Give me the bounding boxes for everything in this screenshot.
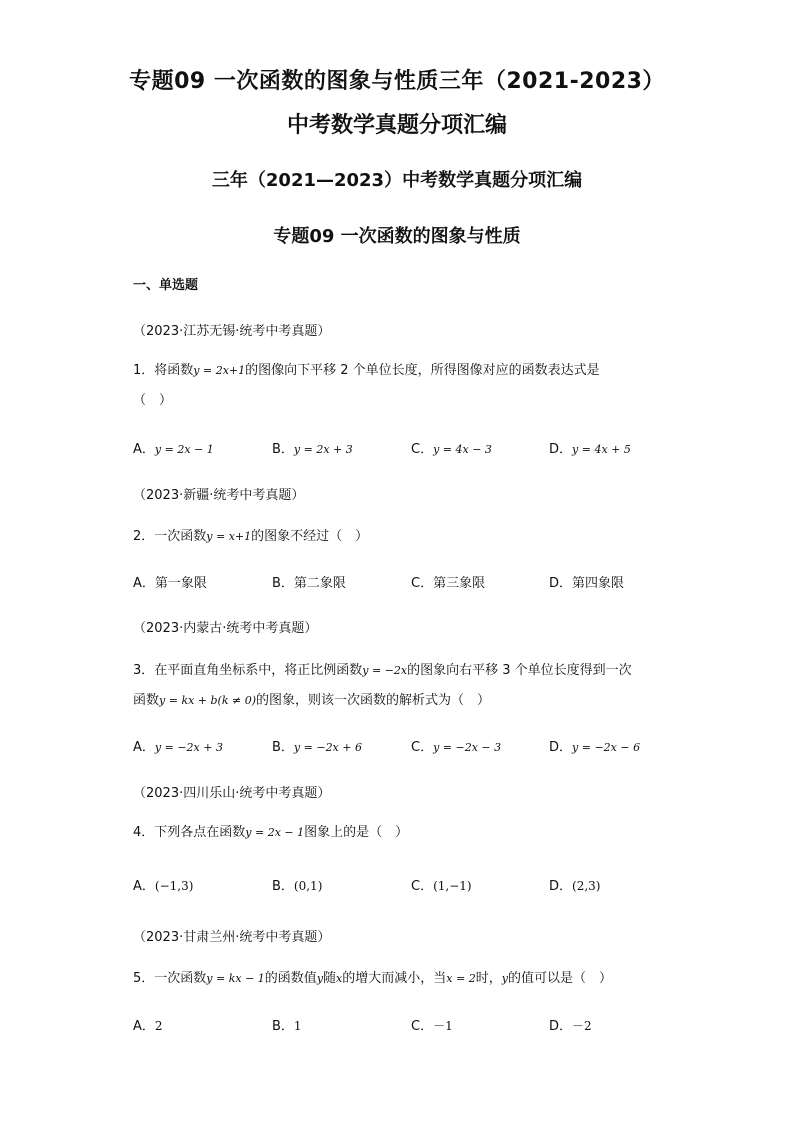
option-a[interactable]: A．第一象限 xyxy=(133,576,207,591)
option-b[interactable]: B．y = −2x + 6 xyxy=(272,740,362,755)
question-5-text: 5．一次函数y = kx − 1的函数值y随x的增大而减小，当x = 2时，y的值可以是（ ） xyxy=(133,971,612,986)
formula: y = 2x − 1 xyxy=(245,826,305,839)
question-1-text: 1．将函数y = 2x+1的图像向下平移 2 个单位长度，所得图像对应的函数表达式是 （ ） xyxy=(133,363,600,408)
option-d[interactable]: D．y = 4x + 5 xyxy=(549,442,631,457)
option-c[interactable]: C．(1,−1) xyxy=(411,879,472,894)
question-2-options xyxy=(133,572,693,592)
question-4-text: 4．下列各点在函数y = 2x − 1图象上的是（ ） xyxy=(133,825,409,840)
question-2-text: 2．一次函数y = x+1的图象不经过（ ） xyxy=(133,529,369,544)
question-source: （2023·四川乐山·统考中考真题） xyxy=(133,786,331,801)
option-c[interactable]: C．y = −2x − 3 xyxy=(411,740,502,755)
document-title-line2: 中考数学真题分项汇编 xyxy=(286,113,507,138)
formula: y = x+1 xyxy=(206,530,252,543)
formula: y = 2x+1 xyxy=(193,364,246,377)
document-title: 专题09 一次函数的图象与性质三年（2021-2023） xyxy=(129,69,665,94)
option-a[interactable]: A．2 xyxy=(133,1019,163,1034)
option-b[interactable]: B．(0,1) xyxy=(272,879,323,894)
question-4-options xyxy=(133,875,693,895)
topic-heading: 专题09 一次函数的图象与性质 xyxy=(273,226,521,247)
option-b[interactable]: B．1 xyxy=(272,1019,302,1034)
option-a[interactable]: A．y = −2x + 3 xyxy=(133,740,223,755)
question-source: （2023·甘肃兰州·统考中考真题） xyxy=(133,930,331,945)
document-subtitle: 三年（2021—2023）中考数学真题分项汇编 xyxy=(211,170,583,191)
option-c[interactable]: C．y = 4x − 3 xyxy=(411,442,492,457)
section-heading: 一、单选题 xyxy=(133,278,199,293)
option-c[interactable]: C．第三象限 xyxy=(411,576,486,591)
question-3-text: 3．在平面直角坐标系中，将正比例函数y = −2x的图象向右平移 3 个单位长度得到一次 函数y = kx + b(k ≠ 0)的图象，则该一次函数的解析式为（ ） xyxy=(133,663,632,708)
formula: y = kx + b(k ≠ 0) xyxy=(159,694,257,707)
option-d[interactable]: D．第四象限 xyxy=(549,576,625,591)
question-3-options xyxy=(133,736,693,756)
option-a[interactable]: A．(−1,3) xyxy=(133,879,194,894)
option-c[interactable]: C．－1 xyxy=(411,1019,453,1034)
option-d[interactable]: D．－2 xyxy=(549,1019,592,1034)
question-source: （2023·内蒙古·统考中考真题） xyxy=(133,621,318,636)
question-source: （2023·江苏无锡·统考中考真题） xyxy=(133,324,331,339)
question-1-options xyxy=(133,438,693,458)
option-b[interactable]: B．第二象限 xyxy=(272,576,346,591)
formula: y = kx − 1 xyxy=(206,972,265,985)
option-d[interactable]: D．y = −2x − 6 xyxy=(549,740,641,755)
option-b[interactable]: B．y = 2x + 3 xyxy=(272,442,353,457)
option-a[interactable]: A．y = 2x − 1 xyxy=(133,442,214,457)
formula: y = −2x xyxy=(362,664,408,677)
question-5-options xyxy=(133,1015,693,1035)
question-source: （2023·新疆·统考中考真题） xyxy=(133,488,305,503)
option-d[interactable]: D．(2,3) xyxy=(549,879,601,894)
